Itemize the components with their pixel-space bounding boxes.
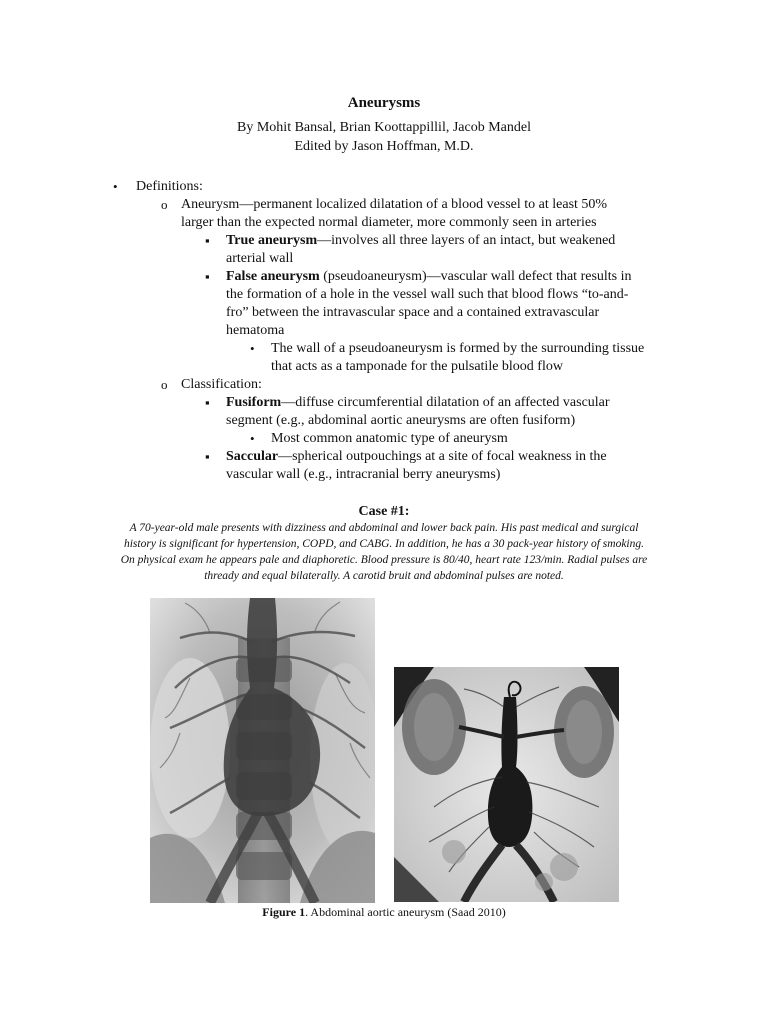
case-line: On physical exam he appears pale and diaphoretic. Blood pressure is 80/40, heart rate 123/min. Radial pulses are	[120, 554, 648, 566]
bullet-icon: •	[113, 179, 118, 194]
square-bullet-icon: ▪	[205, 233, 210, 248]
angiogram-image-left	[150, 598, 375, 903]
false-aneurysm-definition-cont: the formation of a hole in the vessel wall such that blood flows “to-and-	[226, 287, 629, 302]
true-aneurysm-definition: —involves all three layers of an intact, but weakened	[317, 233, 616, 248]
false-aneurysm-definition-cont: hematoma	[226, 323, 285, 338]
case-title: Case #1:	[358, 504, 410, 519]
fusiform-line	[226, 394, 610, 412]
saccular-term: Saccular	[226, 449, 279, 464]
case-line: thready and equal bilaterally. A carotid bruit and abdominal pulses are noted.	[204, 570, 564, 582]
aneurysm-definition-cont: larger than the expected normal diameter, more commonly seen in arteries	[181, 215, 597, 230]
bullet-icon: •	[250, 431, 255, 446]
aneurysm-definition: Aneurysm—permanent localized dilatation of a blood vessel to at least 50%	[181, 197, 608, 212]
author-block	[0, 118, 768, 156]
pseudoaneurysm-wall-note: The wall of a pseudoaneurysm is formed by the surrounding tissue	[271, 341, 645, 356]
false-aneurysm-definition-cont: fro” between the intravascular space and a contained extravascular	[226, 305, 600, 320]
authors-line: By Mohit Bansal, Brian Koottappillil, Jacob Mandel	[237, 120, 531, 135]
classification-label: Classification:	[181, 377, 262, 392]
bullet-icon: •	[250, 341, 255, 356]
true-aneurysm-term: True aneurysm	[226, 233, 318, 248]
document-title: Aneurysms	[347, 95, 421, 111]
saccular-line	[226, 448, 607, 466]
figure-caption	[0, 905, 768, 920]
figure-label: Figure 1	[262, 905, 306, 919]
false-aneurysm-definition: (pseudoaneurysm)—vascular wall defect that results in	[319, 269, 632, 284]
saccular-definition-cont: vascular wall (e.g., intracranial berry aneurysms)	[226, 467, 501, 482]
definitions-label: Definitions:	[136, 179, 203, 194]
saccular-definition: —spherical outpouchings at a site of focal weakness in the	[278, 449, 607, 464]
circle-bullet-icon: o	[161, 197, 168, 212]
fusiform-definition: —diffuse circumferential dilatation of an affected vascular	[281, 395, 610, 410]
case-line: history is significant for hypertension, COPD, and CABG. In addition, he has a 30 pack-year history of smoking.	[123, 538, 644, 550]
pseudoaneurysm-wall-note-cont: that acts as a tamponade for the pulsatile blood flow	[271, 359, 563, 374]
case-line: A 70-year-old male presents with dizziness and abdominal and lower back pain. His past medical and surgical	[129, 522, 639, 534]
angiogram-image-right	[394, 667, 619, 902]
fusiform-note: Most common anatomic type of aneurysm	[271, 431, 508, 446]
true-aneurysm-line	[226, 232, 615, 250]
square-bullet-icon: ▪	[205, 449, 210, 464]
editor-line: Edited by Jason Hoffman, M.D.	[294, 139, 474, 154]
square-bullet-icon: ▪	[205, 269, 210, 284]
case-description	[95, 520, 673, 584]
fusiform-definition-cont: segment (e.g., abdominal aortic aneurysms are often fusiform)	[226, 413, 576, 428]
false-aneurysm-term: False aneurysm	[226, 269, 320, 284]
figure-caption-text: . Abdominal aortic aneurysm (Saad 2010)	[305, 905, 506, 919]
angiogram-left-graphic	[150, 598, 375, 903]
false-aneurysm-line	[226, 268, 632, 286]
angiogram-right-graphic	[394, 667, 619, 902]
fusiform-term: Fusiform	[226, 395, 282, 410]
true-aneurysm-definition-cont: arterial wall	[226, 251, 294, 266]
square-bullet-icon: ▪	[205, 395, 210, 410]
circle-bullet-icon: o	[161, 377, 168, 392]
